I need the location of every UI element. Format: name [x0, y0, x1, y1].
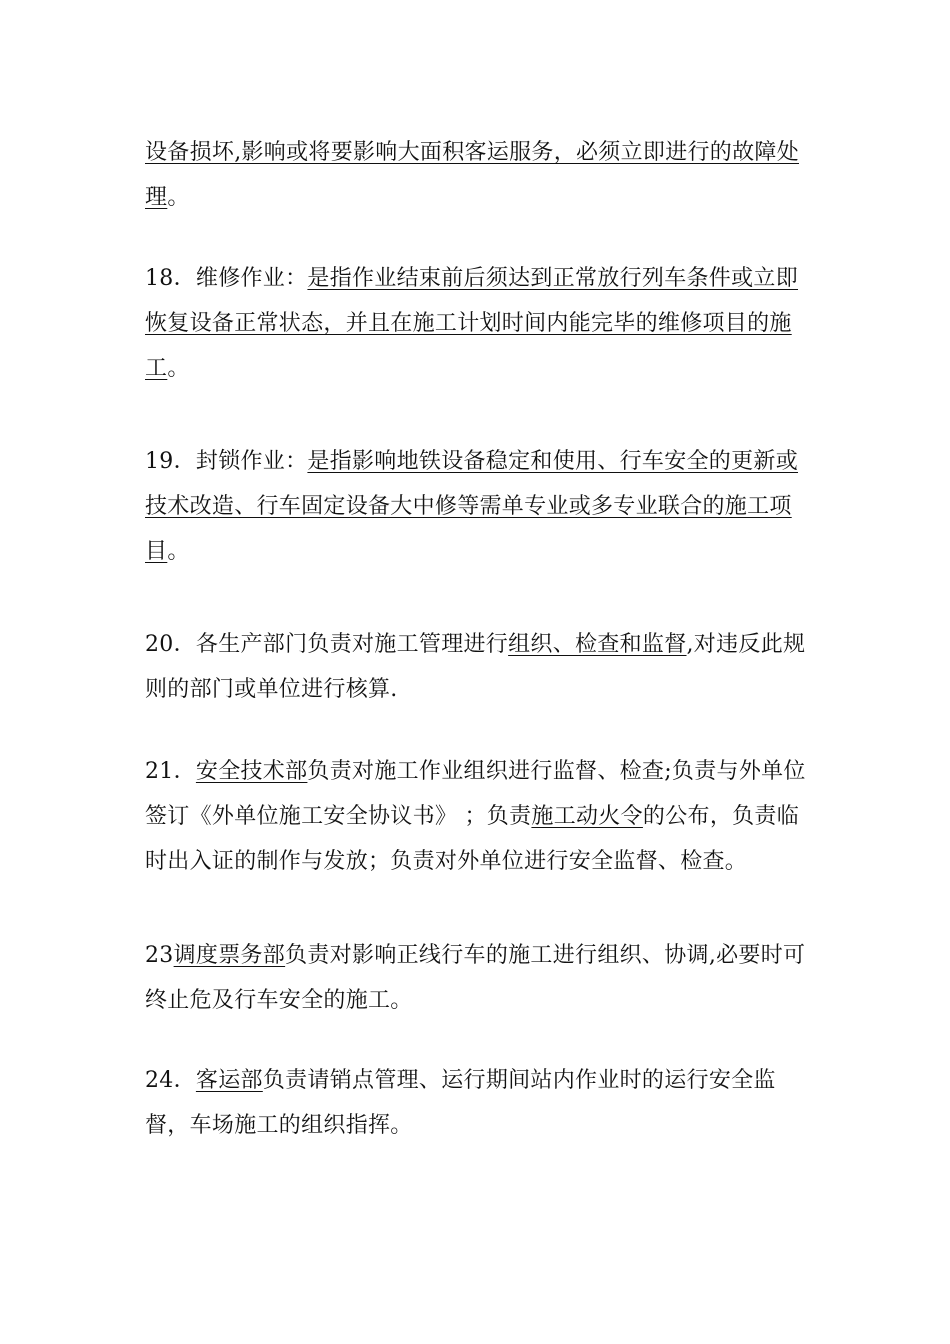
text-segment: 20．各生产部门负责对施工管理进行: [145, 632, 509, 657]
paragraph-21: [145, 749, 810, 884]
item-number: 24．: [145, 1068, 196, 1093]
underlined-text: 是指影响地铁设备稳定和使用、行车安全的更新或技术改造、行车固定设备大中修等需单专业或多专业联合的施工项目: [145, 449, 799, 564]
department-name: 调度票务部: [173, 943, 286, 968]
text-segment: 。: [167, 356, 190, 381]
text-segment: 的公布，负责临时出入证的制作与发放；负责对外单位进行安全监督、检查。: [145, 804, 800, 874]
text-segment: 负责对影响正线行车的施工进行组织、协调,必要时可终止危及行车安全的施工。: [145, 943, 806, 1013]
item-label: 19．封锁作业：: [145, 449, 308, 474]
underlined-text: 设备损坏,影响或将要影响大面积客运服务，必须立即进行的故障处理: [145, 140, 799, 210]
underlined-text: 施工动火令: [531, 804, 643, 829]
item-number: 23: [145, 943, 174, 968]
paragraph-20: [145, 622, 810, 712]
paragraph-17-continued: [145, 130, 810, 220]
underlined-text: 是指作业结束前后须达到正常放行列车条件或立即恢复设备正常状态，并且在施工计划时间内能完毕的维修项目的施工: [145, 266, 799, 381]
paragraph-18-maintenance-work: [145, 256, 810, 391]
text-segment: 。: [167, 539, 190, 564]
underlined-text: 组织、检查和监督: [508, 632, 687, 657]
paragraph-23: [145, 933, 810, 1023]
paragraph-24: [145, 1058, 810, 1148]
paragraph-19-blockade-work: [145, 439, 810, 574]
item-label: 18．维修作业：: [145, 266, 308, 291]
text-segment: 负责对施工作业组织进行监督、检查;负责与外单位签订《外单位施工安全协议书》 ；负责: [145, 759, 806, 829]
department-name: 安全技术部: [195, 759, 308, 784]
item-number: 21．: [145, 759, 196, 784]
text-segment: ,对违反此规则的部门或单位进行核算.: [145, 632, 806, 702]
text-segment: 。: [167, 185, 190, 210]
department-name: 客运部: [195, 1068, 263, 1093]
text-segment: 负责请销点管理、运行期间站内作业时的运行安全监督，车场施工的组织指挥。: [145, 1068, 776, 1138]
